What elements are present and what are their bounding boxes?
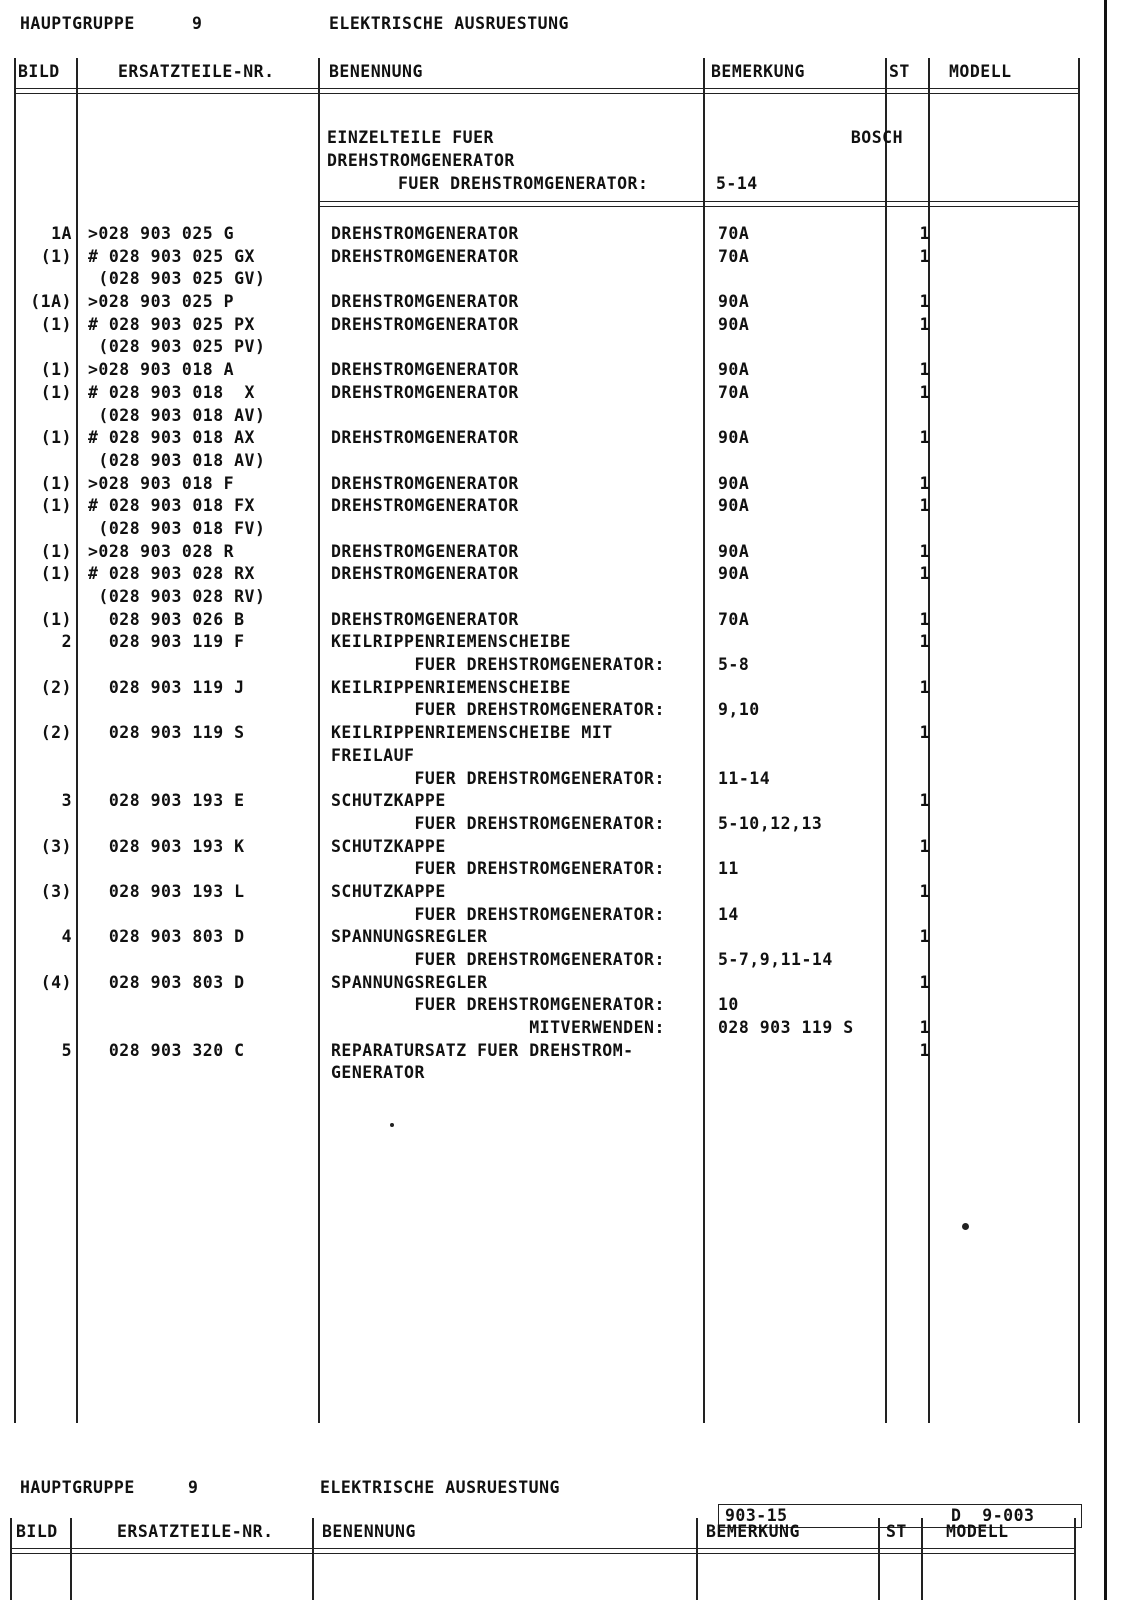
table-row [0, 722, 1145, 745]
row-name: REPARATURSATZ FUER DREHSTROM- [331, 1040, 634, 1060]
row-name: SCHUTZKAPPE [331, 791, 446, 811]
row-name: FUER DREHSTROMGENERATOR: [331, 995, 665, 1015]
row-bild: (1) [40, 314, 72, 334]
table-row [0, 450, 1145, 473]
row-name: FUER DREHSTROMGENERATOR: [331, 813, 665, 833]
intro-line-3: FUER DREHSTROMGENERATOR: [398, 174, 649, 193]
row-part-number: (028 903 018 FV) [88, 518, 266, 538]
row-bild: (1A) [30, 292, 72, 312]
group-label: HAUPTGRUPPE [20, 14, 135, 33]
table-row [0, 586, 1145, 609]
row-bild: (1) [40, 428, 72, 448]
row-name: FUER DREHSTROMGENERATOR: [331, 859, 665, 879]
col-bild-header: BILD [18, 62, 60, 81]
table-row [0, 972, 1145, 995]
row-qty: 1 [919, 314, 930, 334]
row-qty: 1 [919, 292, 930, 312]
row-part-number: # 028 903 028 RX [88, 564, 255, 584]
row-remark: 90A [718, 314, 750, 334]
table-row [0, 699, 1145, 722]
row-bild: (1) [40, 473, 72, 493]
row-remark: 90A [718, 360, 750, 380]
table-row [0, 427, 1145, 450]
row-name: DREHSTROMGENERATOR [331, 382, 519, 402]
row-remark: 70A [718, 382, 750, 402]
row-name: KEILRIPPENRIEMENSCHEIBE [331, 677, 571, 697]
intro-brand: BOSCH [850, 128, 903, 147]
row-remark: 14 [718, 904, 739, 924]
row-part-number: >028 903 018 F [88, 473, 235, 493]
table-row [0, 405, 1145, 428]
row-part-number: 028 903 803 D [88, 927, 245, 947]
parts-table [0, 223, 1145, 1085]
col2-sep-bild [70, 1518, 72, 1600]
row-part-number: (028 903 025 PV) [88, 337, 266, 357]
row-name: DREHSTROMGENERATOR [331, 360, 519, 380]
row-part-number: 028 903 119 J [88, 677, 245, 697]
row-part-number: (028 903 018 AV) [88, 405, 266, 425]
table-row [0, 541, 1145, 564]
intro-line-1: EINZELTEILE FUER [327, 128, 494, 147]
row-bild: (1) [40, 609, 72, 629]
row-bild: 3 [61, 791, 72, 811]
row-name: KEILRIPPENRIEMENSCHEIBE MIT [331, 723, 613, 743]
row-bild: (2) [40, 723, 72, 743]
row-part-number: (028 903 028 RV) [88, 587, 266, 606]
col-model-header-2: MODELL [946, 1522, 1009, 1541]
row-qty: 1 [919, 382, 930, 402]
intro-rule [318, 201, 1078, 207]
row-part-number: 028 903 193 E [88, 791, 245, 811]
row-remark: 70A [718, 224, 750, 243]
row-part-number: 028 903 803 D [88, 972, 245, 992]
row-remark: 11-14 [718, 768, 771, 788]
table-row [0, 654, 1145, 677]
col-qty-header-2: ST [886, 1522, 907, 1541]
row-bild: (1) [40, 382, 72, 402]
table-row [0, 881, 1145, 904]
row-qty: 1 [919, 360, 930, 380]
row-name: FUER DREHSTROMGENERATOR: [331, 768, 665, 788]
row-qty: 1 [919, 1018, 930, 1038]
col-part-no-header-2: ERSATZTEILE-NR. [117, 1522, 274, 1541]
row-name: DREHSTROMGENERATOR [331, 496, 519, 516]
row-qty: 1 [919, 881, 930, 901]
table-row [0, 904, 1145, 927]
row-remark: 90A [718, 564, 750, 584]
row-remark: 90A [718, 428, 750, 448]
row-bild: (2) [40, 677, 72, 697]
table-row [0, 949, 1145, 972]
group-title: ELEKTRISCHE AUSRUESTUNG [329, 14, 569, 33]
col-model-header: MODELL [949, 62, 1012, 81]
table2-right-border [1074, 1518, 1076, 1600]
col2-sep-qty [921, 1518, 923, 1600]
row-bild: 5 [61, 1040, 72, 1060]
scan-speck [390, 1123, 394, 1127]
group-number: 9 [192, 14, 203, 33]
row-name: DREHSTROMGENERATOR [331, 564, 519, 584]
row-part-number: # 028 903 018 AX [88, 428, 255, 448]
row-part-number: >028 903 025 G [88, 224, 235, 243]
row-bild: (3) [40, 881, 72, 901]
group-title-2: ELEKTRISCHE AUSRUESTUNG [320, 1478, 560, 1497]
table-row [0, 1040, 1145, 1063]
row-name: DREHSTROMGENERATOR [331, 314, 519, 334]
table-row [0, 609, 1145, 632]
row-bild: (1) [40, 360, 72, 380]
table-row [0, 359, 1145, 382]
intro-line-3-remark: 5-14 [716, 174, 758, 193]
col-bild-header-2: BILD [16, 1522, 58, 1541]
page-ref-left: 903-15 [725, 1506, 788, 1525]
row-part-number: >028 903 018 A [88, 360, 235, 380]
row-part-number: # 028 903 018 FX [88, 496, 255, 516]
row-name: KEILRIPPENRIEMENSCHEIBE [331, 632, 571, 652]
row-remark: 5-10,12,13 [718, 813, 823, 833]
row-name: MITVERWENDEN: [331, 1018, 665, 1038]
row-bild: 4 [61, 927, 72, 947]
row-qty: 1 [919, 428, 930, 448]
row-name: DREHSTROMGENERATOR [331, 473, 519, 493]
row-qty: 1 [919, 564, 930, 584]
row-name: FUER DREHSTROMGENERATOR: [331, 655, 665, 675]
row-qty: 1 [919, 473, 930, 493]
table-row [0, 836, 1145, 859]
row-remark: 70A [718, 246, 750, 266]
table-row [0, 336, 1145, 359]
table-row [0, 858, 1145, 881]
row-part-number: # 028 903 018 X [88, 382, 255, 402]
row-part-number: 028 903 119 F [88, 632, 245, 652]
table-row [0, 314, 1145, 337]
row-name: FUER DREHSTROMGENERATOR: [331, 700, 665, 720]
row-qty: 1 [919, 927, 930, 947]
table2-left-border [10, 1518, 12, 1600]
row-remark: 10 [718, 995, 739, 1015]
col-name-header-2: BENENNUNG [322, 1522, 416, 1541]
row-part-number: 028 903 119 S [88, 723, 245, 743]
row-name: FUER DREHSTROMGENERATOR: [331, 950, 665, 969]
row-qty: 1 [919, 723, 930, 743]
row-part-number: 028 903 193 L [88, 881, 245, 901]
group-label-2: HAUPTGRUPPE [20, 1478, 135, 1497]
row-name: FUER DREHSTROMGENERATOR: [331, 904, 665, 924]
row-qty: 1 [919, 224, 930, 243]
row-name: DREHSTROMGENERATOR [331, 541, 519, 561]
col2-sep-name [696, 1518, 698, 1600]
row-part-number: >028 903 025 P [88, 292, 235, 312]
row-remark: 90A [718, 541, 750, 561]
row-name: DREHSTROMGENERATOR [331, 609, 519, 629]
row-qty: 1 [919, 541, 930, 561]
row-name: GENERATOR [331, 1063, 425, 1083]
row-bild: (4) [40, 972, 72, 992]
table-row [0, 563, 1145, 586]
row-remark: 11 [718, 859, 739, 879]
col-remark-header-2: BEMERKUNG [706, 1522, 800, 1541]
row-part-number: # 028 903 025 GX [88, 246, 255, 266]
page-ref-right: D 9-003 [951, 1506, 1035, 1525]
table-row [0, 768, 1145, 791]
row-remark: 028 903 119 S [718, 1018, 854, 1038]
table-row [0, 994, 1145, 1017]
table-row [0, 291, 1145, 314]
row-bild: 2 [61, 632, 72, 652]
row-name: SPANNUNGSREGLER [331, 972, 488, 992]
table-row [0, 745, 1145, 768]
row-bild: (1) [40, 541, 72, 561]
row-qty: 1 [919, 609, 930, 629]
row-remark: 90A [718, 292, 750, 312]
row-remark: 70A [718, 609, 750, 629]
row-qty: 1 [919, 972, 930, 992]
row-bild: (3) [40, 836, 72, 856]
row-qty: 1 [919, 791, 930, 811]
row-name: SCHUTZKAPPE [331, 881, 446, 901]
row-name: DREHSTROMGENERATOR [331, 428, 519, 448]
row-part-number: 028 903 320 C [88, 1040, 245, 1060]
table-row [0, 1017, 1145, 1040]
row-remark: 5-8 [718, 655, 750, 675]
row-qty: 1 [919, 246, 930, 266]
row-bild: (1) [40, 564, 72, 584]
row-remark: 9,10 [718, 700, 760, 720]
row-qty: 1 [919, 632, 930, 652]
row-qty: 1 [919, 1040, 930, 1060]
table-row [0, 926, 1145, 949]
col-remark-header: BEMERKUNG [711, 62, 805, 81]
row-part-number: 028 903 026 B [88, 609, 245, 629]
table-row [0, 1062, 1145, 1085]
table-row [0, 495, 1145, 518]
col2-sep-part [312, 1518, 314, 1600]
row-part-number: (028 903 025 GV) [88, 269, 266, 289]
row-remark: 90A [718, 473, 750, 493]
row-qty: 1 [919, 836, 930, 856]
col-name-header: BENENNUNG [329, 62, 423, 81]
row-part-number: (028 903 018 AV) [88, 450, 266, 470]
row-part-number: 028 903 193 K [88, 836, 245, 856]
row-part-number: # 028 903 025 PX [88, 314, 255, 334]
table-row [0, 223, 1145, 246]
row-part-number: >028 903 028 R [88, 541, 235, 561]
table-row [0, 677, 1145, 700]
table-row [0, 382, 1145, 405]
table-row [0, 813, 1145, 836]
row-qty: 1 [919, 677, 930, 697]
row-remark: 90A [718, 496, 750, 516]
row-bild: (1) [40, 246, 72, 266]
row-name: DREHSTROMGENERATOR [331, 246, 519, 266]
row-bild: (1) [40, 496, 72, 516]
row-name: DREHSTROMGENERATOR [331, 224, 519, 243]
row-name: DREHSTROMGENERATOR [331, 292, 519, 312]
table-row [0, 473, 1145, 496]
row-name: FREILAUF [331, 745, 415, 765]
header-rule [14, 88, 1078, 94]
intro-line-2: DREHSTROMGENERATOR [327, 151, 515, 170]
col-qty-header: ST [889, 62, 910, 81]
table-row [0, 268, 1145, 291]
table-row [0, 246, 1145, 269]
table-row [0, 631, 1145, 654]
row-remark: 5-7,9,11-14 [718, 950, 833, 969]
table-row [0, 790, 1145, 813]
col2-sep-remark [878, 1518, 880, 1600]
col-part-no-header: ERSATZTEILE-NR. [118, 62, 275, 81]
row-name: SCHUTZKAPPE [331, 836, 446, 856]
row-name: SPANNUNGSREGLER [331, 927, 488, 947]
row-qty: 1 [919, 496, 930, 516]
row-bild: 1A [51, 224, 72, 243]
table-row [0, 518, 1145, 541]
group-number-2: 9 [188, 1478, 199, 1497]
scan-speck [962, 1223, 969, 1230]
header2-rule [10, 1548, 1074, 1554]
